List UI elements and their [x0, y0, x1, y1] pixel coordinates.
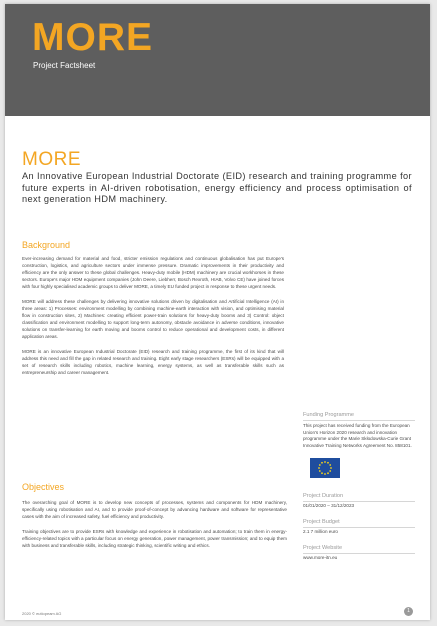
eu-star — [321, 472, 323, 474]
more-logo: MORE — [32, 16, 153, 59]
banner-subtitle: Project Factsheet — [33, 61, 96, 70]
funding-text: This project has received funding from the European Union's Horizon 2020 research and innovation programme under the Marie Skłodowska-Curie Grant Innovative Training Networks Agreement No. 858101. — [303, 423, 412, 448]
eu-star — [329, 464, 331, 466]
background-paragraph: Ever-increasing demand for material and food, stricter emission regulations and continuous globalisation has put Europe's construction, logistics, and agriculture sectors under immense pressure. Dramatic improvements in their productivity and efficiency are the only answer to these global challenges. Heavy-duty mobile (HDM) machinery are crucial workhorses in these sectors. Europe's major HDM equipment companies (John Deere, Liebherr, Bosch Rexroth, HIAB, Volvo CE) have joined forces with four highly specialised academic groups to deliver MORE, a timely EU funded project in response to these urgent needs. — [22, 256, 284, 289]
background-heading: Background — [22, 240, 71, 250]
objectives-paragraph: Training objectives are to provide ESRs with knowledge and experience in robotisation and automation; to train them in energy-efficiency-related topics with a particular focus on energy generation, power management, power transmission; and to equip them with business and transferable skills, including strategic thinking, scientific writing and ethics. — [22, 529, 287, 548]
header-banner — [5, 4, 430, 116]
budget-heading: Project Budget — [303, 519, 340, 525]
eu-flag-icon — [310, 458, 340, 478]
objectives-paragraph: The overarching goal of MORE is to develop new concepts of processes, systems and components for HDM machinery, specifically using robotisation and AI, and to provide proof-of-concept by advancing hardware and software for representative cases with the aim of increased safety, fuel efficiency and productivity. — [22, 500, 287, 519]
factsheet-page — [5, 4, 430, 620]
background-body — [22, 255, 284, 384]
eu-star — [319, 464, 321, 466]
budget-value: 2.1 7 million euro — [303, 529, 338, 534]
objectives-body — [22, 499, 287, 557]
website-heading: Project Website — [303, 545, 343, 551]
eu-star — [327, 462, 329, 464]
page-number: 1 — [404, 607, 413, 616]
page-title: MORE — [22, 149, 81, 170]
divider — [303, 527, 415, 528]
eu-star — [329, 470, 331, 472]
footer-copyright: 2020 © eutiopeam AG — [22, 611, 62, 616]
website-link[interactable]: www.more-itn.eu — [303, 555, 338, 560]
eu-star — [324, 473, 326, 475]
duration-value: 01/01/2020 – 31/12/2023 — [303, 503, 355, 508]
divider — [303, 553, 415, 554]
eu-star — [327, 472, 329, 474]
intro-text: An Innovative European Industrial Doctorate (EID) research and training programme for future experts in AI-driven robotisation, energy efficiency and process optimisation of next generation HDM machinery. — [22, 171, 412, 204]
background-paragraph: MORE will address these challenges by delivering innovative solutions driven by digitalisation and Artificial Intelligence (AI) in three areas: 1) Processes: environment modelling by combining machine-earth interaction with vision, and optimising material flow in construction sites, 2) Machines: creating efficient power-train solutions for heavy-duty booms and 3) Control: object classification and environment modelling to support long-term autonomy, obstacle avoidance in adverse conditions, innovative solutions on transfer-learning for earth moving and booms control to reduce operational and development costs, in different application areas. — [22, 299, 284, 339]
eu-star — [324, 461, 326, 463]
background-paragraph: MORE is an innovative European Industrial Doctorate (EID) research and training programme, the first of its kind that will address this need and fill the gap in related research and training. Eight early stage researchers (ESRs) will be equipped with a set of research skills including robotics, machine learning, energy systems, as well as transferable skills such as entrepreneurship and career management. — [22, 349, 284, 375]
divider — [303, 501, 415, 502]
divider — [303, 420, 415, 421]
eu-star — [330, 467, 332, 469]
duration-heading: Project Duration — [303, 493, 344, 499]
funding-heading: Funding Programme — [303, 412, 354, 418]
eu-star — [321, 462, 323, 464]
eu-star — [318, 467, 320, 469]
objectives-heading: Objectives — [22, 482, 65, 492]
eu-star — [319, 470, 321, 472]
